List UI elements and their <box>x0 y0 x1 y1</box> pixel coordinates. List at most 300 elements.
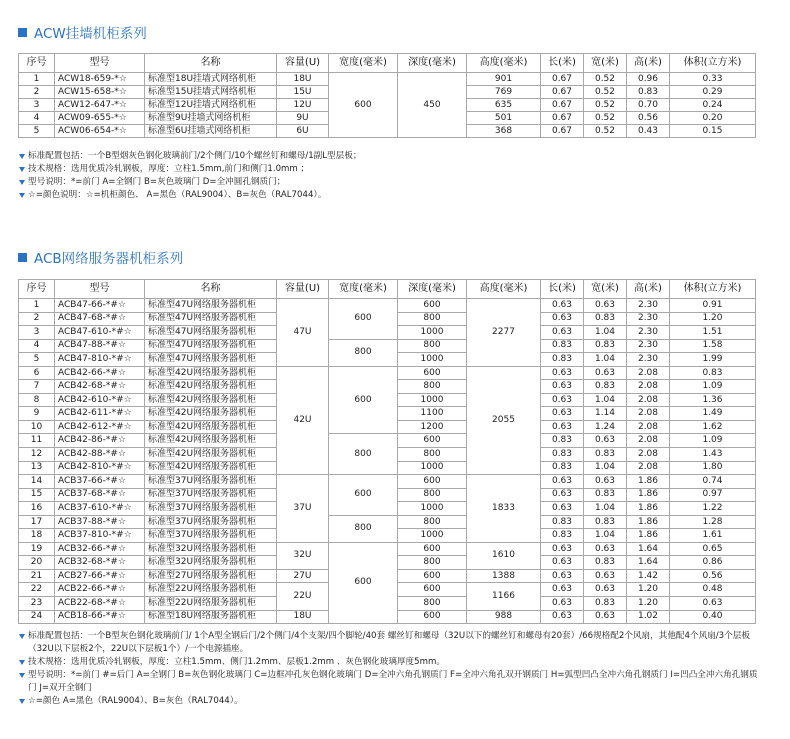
length-m-cell: 0.63 <box>541 407 584 421</box>
row-number: 21 <box>19 569 55 583</box>
width-cell: 600 <box>329 299 398 340</box>
acb-note: 标准配置包括：一个B型灰色钢化玻璃前门/ 1个A型全钢后门/2个侧门/4个支架/四个脚轮/40套 螺丝钉和螺母（32U以下的螺丝钉和螺母有20套）/66规格配2个风扇，其他配4个风扇/3个层板（32U以下层板2个，22U以下层板1个）/一个电源插座。 <box>18 630 758 656</box>
height-m-cell: 0.70 <box>627 99 670 112</box>
width-m-cell: 0.83 <box>584 515 627 529</box>
volume-cell: 0.91 <box>670 299 756 313</box>
header-cell: 深度(毫米) <box>398 280 467 299</box>
height-m-cell: 1.64 <box>627 542 670 556</box>
model-cell: ACB47-66-*#☆ <box>55 299 145 313</box>
depth-cell: 800 <box>398 339 467 353</box>
width-m-cell: 1.04 <box>584 393 627 407</box>
model-cell: ACB42-810-*#☆ <box>55 461 145 475</box>
width-cell: 600 <box>329 475 398 516</box>
header-cell: 长(米) <box>541 280 584 299</box>
section-square-icon <box>18 253 27 262</box>
model-cell: ACB42-68-*#☆ <box>55 380 145 394</box>
name-cell: 标准型37U网络服务器机柜 <box>145 502 277 516</box>
height-m-cell: 2.30 <box>627 326 670 340</box>
capacity-cell: 47U <box>277 299 329 367</box>
row-number: 7 <box>19 380 55 394</box>
table-row <box>19 542 756 556</box>
name-cell: 标准型42U网络服务器机柜 <box>145 366 277 380</box>
capacity-cell: 9U <box>277 112 329 125</box>
depth-cell: 800 <box>398 448 467 462</box>
width-cell: 600 <box>329 366 398 434</box>
acb-note: ☆=颜色 A=黑色（RAL9004）、B=灰色（RAL7044）。 <box>18 695 758 708</box>
row-number: 22 <box>19 583 55 597</box>
row-number: 2 <box>19 86 55 99</box>
model-cell: ACB47-88-*#☆ <box>55 339 145 353</box>
width-cell: 800 <box>329 339 398 366</box>
height-m-cell: 1.42 <box>627 569 670 583</box>
model-cell: ACB42-86-*#☆ <box>55 434 145 448</box>
header-cell: 宽(米) <box>584 280 627 299</box>
height-m-cell: 1.20 <box>627 597 670 611</box>
width-m-cell: 1.04 <box>584 529 627 543</box>
name-cell: 标准型42U网络服务器机柜 <box>145 434 277 448</box>
height-m-cell: 2.08 <box>627 380 670 394</box>
model-cell: ACB32-68-*#☆ <box>55 556 145 570</box>
length-m-cell: 0.83 <box>541 448 584 462</box>
width-m-cell: 0.63 <box>584 299 627 313</box>
model-cell: ACB37-810-*#☆ <box>55 529 145 543</box>
header-cell: 型号 <box>55 54 145 73</box>
length-m-cell: 0.83 <box>541 461 584 475</box>
width-cell: 800 <box>329 434 398 475</box>
row-number: 18 <box>19 529 55 543</box>
model-cell: ACB37-88-*#☆ <box>55 515 145 529</box>
table-row <box>19 73 756 86</box>
name-cell: 标准型47U网络服务器机柜 <box>145 312 277 326</box>
name-cell: 标准型37U网络服务器机柜 <box>145 515 277 529</box>
header-cell: 序号 <box>19 280 55 299</box>
name-cell: 标准型37U网络服务器机柜 <box>145 488 277 502</box>
depth-cell: 1000 <box>398 353 467 367</box>
model-cell: ACB47-810-*#☆ <box>55 353 145 367</box>
width-m-cell: 0.52 <box>584 125 627 138</box>
table-row <box>19 475 756 489</box>
volume-cell: 1.43 <box>670 448 756 462</box>
height-m-cell: 1.20 <box>627 583 670 597</box>
width-m-cell: 1.04 <box>584 326 627 340</box>
width-m-cell: 0.63 <box>584 610 627 624</box>
height-cell: 769 <box>467 86 541 99</box>
triangle-bullet-icon <box>19 193 25 198</box>
height-m-cell: 2.30 <box>627 353 670 367</box>
width-m-cell: 0.52 <box>584 99 627 112</box>
length-m-cell: 0.63 <box>541 366 584 380</box>
row-number: 1 <box>19 299 55 313</box>
depth-cell: 1200 <box>398 420 467 434</box>
row-number: 2 <box>19 312 55 326</box>
width-m-cell: 1.24 <box>584 420 627 434</box>
model-cell: ACB27-66-*#☆ <box>55 569 145 583</box>
height-cell: 501 <box>467 112 541 125</box>
width-m-cell: 0.83 <box>584 312 627 326</box>
volume-cell: 0.74 <box>670 475 756 489</box>
header-cell: 宽度(毫米) <box>329 54 398 73</box>
length-m-cell: 0.67 <box>541 86 584 99</box>
table-row <box>19 515 756 529</box>
capacity-cell: 18U <box>277 73 329 86</box>
width-m-cell: 0.83 <box>584 556 627 570</box>
height-m-cell: 1.86 <box>627 502 670 516</box>
length-m-cell: 0.63 <box>541 380 584 394</box>
volume-cell: 0.86 <box>670 556 756 570</box>
height-m-cell: 2.08 <box>627 461 670 475</box>
volume-cell: 0.24 <box>670 99 756 112</box>
model-cell: ACB42-611-*#☆ <box>55 407 145 421</box>
model-cell: ACB37-68-*#☆ <box>55 488 145 502</box>
capacity-cell: 6U <box>277 125 329 138</box>
row-number: 15 <box>19 488 55 502</box>
depth-cell: 600 <box>398 542 467 556</box>
name-cell: 标准型37U网络服务器机柜 <box>145 529 277 543</box>
row-number: 4 <box>19 112 55 125</box>
acw-note: 技术规格：选用优质冷轧钢板，厚度：立柱1.5mm,前门和侧门1.0mm ； <box>18 163 778 176</box>
length-m-cell: 0.63 <box>541 475 584 489</box>
length-m-cell: 0.63 <box>541 393 584 407</box>
name-cell: 标准型9U挂墙式网络机柜 <box>145 112 277 125</box>
acb-notes <box>18 630 758 708</box>
model-cell: ACB47-68-*#☆ <box>55 312 145 326</box>
acw-note: 标准配置包括：一个B型烟灰色钢化玻璃前门/2个侧门/10个螺丝钉和螺母/1副L型层板； <box>18 150 778 163</box>
header-cell: 名称 <box>145 54 277 73</box>
length-m-cell: 0.63 <box>541 326 584 340</box>
capacity-cell: 32U <box>277 542 329 569</box>
name-cell: 标准型12U挂墙式网络机柜 <box>145 99 277 112</box>
capacity-cell: 27U <box>277 569 329 583</box>
height-cell: 1166 <box>467 583 541 610</box>
height-cell: 1833 <box>467 475 541 543</box>
section-square-icon <box>18 28 27 37</box>
row-number: 20 <box>19 556 55 570</box>
length-m-cell: 0.67 <box>541 99 584 112</box>
header-cell: 容量(U) <box>277 280 329 299</box>
name-cell: 标准型32U网络服务器机柜 <box>145 542 277 556</box>
width-m-cell: 1.14 <box>584 407 627 421</box>
model-cell: ACB37-66-*#☆ <box>55 475 145 489</box>
width-m-cell: 0.83 <box>584 488 627 502</box>
model-cell: ACB42-66-*#☆ <box>55 366 145 380</box>
height-cell: 2055 <box>467 366 541 474</box>
volume-cell: 0.97 <box>670 488 756 502</box>
width-m-cell: 0.63 <box>584 475 627 489</box>
name-cell: 标准型15U挂墙式网络机柜 <box>145 86 277 99</box>
name-cell: 标准型22U网络服务器机柜 <box>145 597 277 611</box>
volume-cell: 0.48 <box>670 583 756 597</box>
length-m-cell: 0.67 <box>541 73 584 86</box>
depth-cell: 800 <box>398 597 467 611</box>
length-m-cell: 0.63 <box>541 420 584 434</box>
triangle-bullet-icon <box>19 154 25 159</box>
header-cell: 名称 <box>145 280 277 299</box>
name-cell: 标准型22U网络服务器机柜 <box>145 583 277 597</box>
height-m-cell: 1.86 <box>627 475 670 489</box>
depth-cell: 800 <box>398 312 467 326</box>
acw-note: 型号说明：*=前门 A=全钢门 B=灰色玻璃门 D=全冲圆孔钢质门； <box>18 176 778 189</box>
volume-cell: 0.29 <box>670 86 756 99</box>
name-cell: 标准型42U网络服务器机柜 <box>145 448 277 462</box>
volume-cell: 1.61 <box>670 529 756 543</box>
name-cell: 标准型6U挂墙式网络机柜 <box>145 125 277 138</box>
volume-cell: 0.65 <box>670 542 756 556</box>
depth-cell: 600 <box>398 583 467 597</box>
width-cell: 600 <box>329 542 398 623</box>
length-m-cell: 0.83 <box>541 353 584 367</box>
height-m-cell: 0.43 <box>627 125 670 138</box>
acw-notes <box>18 150 778 202</box>
acb-note: 技术规格：选用优质冷轧钢板，厚度：立柱1.5mm、侧门1.2mm、层板1.2mm 、灰色钢化玻璃厚度5mm。 <box>18 656 758 669</box>
height-m-cell: 2.08 <box>627 393 670 407</box>
triangle-bullet-icon <box>19 634 25 639</box>
header-cell: 容量(U) <box>277 54 329 73</box>
row-number: 11 <box>19 434 55 448</box>
header-cell: 型号 <box>55 280 145 299</box>
name-cell: 标准型42U网络服务器机柜 <box>145 393 277 407</box>
height-cell: 1610 <box>467 542 541 569</box>
volume-cell: 1.49 <box>670 407 756 421</box>
row-number: 4 <box>19 339 55 353</box>
height-m-cell: 2.30 <box>627 312 670 326</box>
acw-section-title <box>18 24 147 44</box>
width-m-cell: 0.63 <box>584 434 627 448</box>
name-cell: 标准型47U网络服务器机柜 <box>145 353 277 367</box>
header-cell: 高度(毫米) <box>467 54 541 73</box>
volume-cell: 0.15 <box>670 125 756 138</box>
height-m-cell: 2.30 <box>627 299 670 313</box>
height-m-cell: 1.86 <box>627 529 670 543</box>
header-cell: 长(米) <box>541 54 584 73</box>
name-cell: 标准型42U网络服务器机柜 <box>145 420 277 434</box>
depth-cell: 800 <box>398 488 467 502</box>
volume-cell: 1.09 <box>670 380 756 394</box>
height-cell: 2277 <box>467 299 541 367</box>
depth-cell: 1000 <box>398 461 467 475</box>
depth-cell: 600 <box>398 610 467 624</box>
model-cell: ACB32-66-*#☆ <box>55 542 145 556</box>
width-m-cell: 0.83 <box>584 339 627 353</box>
width-m-cell: 0.83 <box>584 380 627 394</box>
depth-cell: 1000 <box>398 529 467 543</box>
length-m-cell: 0.63 <box>541 583 584 597</box>
length-m-cell: 0.83 <box>541 529 584 543</box>
length-m-cell: 0.63 <box>541 488 584 502</box>
row-number: 3 <box>19 99 55 112</box>
acw-note: ☆=颜色说明：☆=机柜颜色、 A=黑色（RAL9004）、B=灰色（RAL7044）。 <box>18 189 778 202</box>
length-m-cell: 0.63 <box>541 502 584 516</box>
capacity-cell: 15U <box>277 86 329 99</box>
volume-cell: 1.20 <box>670 312 756 326</box>
name-cell: 标准型37U网络服务器机柜 <box>145 475 277 489</box>
length-m-cell: 0.63 <box>541 610 584 624</box>
length-m-cell: 0.67 <box>541 112 584 125</box>
model-cell: ACB42-88-*#☆ <box>55 448 145 462</box>
depth-cell: 800 <box>398 556 467 570</box>
model-cell: ACW12-647-*☆ <box>55 99 145 112</box>
height-cell: 901 <box>467 73 541 86</box>
header-cell: 宽(米) <box>584 54 627 73</box>
width-m-cell: 0.63 <box>584 569 627 583</box>
width-m-cell: 0.52 <box>584 112 627 125</box>
triangle-bullet-icon <box>19 673 25 678</box>
height-m-cell: 2.30 <box>627 339 670 353</box>
depth-cell: 1000 <box>398 393 467 407</box>
volume-cell: 1.22 <box>670 502 756 516</box>
height-cell: 368 <box>467 125 541 138</box>
width-m-cell: 0.83 <box>584 448 627 462</box>
width-m-cell: 0.63 <box>584 583 627 597</box>
name-cell: 标准型47U网络服务器机柜 <box>145 326 277 340</box>
volume-cell: 0.63 <box>670 597 756 611</box>
height-m-cell: 1.86 <box>627 488 670 502</box>
volume-cell: 1.99 <box>670 353 756 367</box>
header-cell: 体积(立方米) <box>670 280 756 299</box>
width-m-cell: 1.04 <box>584 502 627 516</box>
model-cell: ACW15-658-*☆ <box>55 86 145 99</box>
capacity-cell: 18U <box>277 610 329 624</box>
row-number: 5 <box>19 353 55 367</box>
volume-cell: 0.56 <box>670 569 756 583</box>
model-cell: ACW09-655-*☆ <box>55 112 145 125</box>
table-row <box>19 434 756 448</box>
width-cell: 800 <box>329 515 398 542</box>
width-m-cell: 0.52 <box>584 73 627 86</box>
capacity-cell: 42U <box>277 366 329 474</box>
acw-header-row <box>19 54 756 73</box>
height-m-cell: 1.64 <box>627 556 670 570</box>
volume-cell: 0.20 <box>670 112 756 125</box>
header-cell: 高(米) <box>627 280 670 299</box>
header-cell: 高(米) <box>627 54 670 73</box>
acw-table <box>18 53 756 138</box>
model-cell: ACB18-66-*#☆ <box>55 610 145 624</box>
depth-cell: 800 <box>398 380 467 394</box>
acb-header-row <box>19 280 756 299</box>
length-m-cell: 0.83 <box>541 515 584 529</box>
width-m-cell: 0.52 <box>584 86 627 99</box>
volume-cell: 1.62 <box>670 420 756 434</box>
row-number: 23 <box>19 597 55 611</box>
depth-cell: 800 <box>398 515 467 529</box>
volume-cell: 0.83 <box>670 366 756 380</box>
row-number: 14 <box>19 475 55 489</box>
acb-table <box>18 279 756 624</box>
row-number: 10 <box>19 420 55 434</box>
depth-cell: 450 <box>398 73 467 138</box>
model-cell: ACB22-66-*#☆ <box>55 583 145 597</box>
name-cell: 标准型27U网络服务器机柜 <box>145 569 277 583</box>
depth-cell: 600 <box>398 299 467 313</box>
depth-cell: 600 <box>398 475 467 489</box>
row-number: 8 <box>19 393 55 407</box>
model-cell: ACW06-654-*☆ <box>55 125 145 138</box>
height-cell: 1388 <box>467 569 541 583</box>
depth-cell: 600 <box>398 569 467 583</box>
width-m-cell: 1.04 <box>584 461 627 475</box>
volume-cell: 0.40 <box>670 610 756 624</box>
volume-cell: 1.28 <box>670 515 756 529</box>
depth-cell: 1000 <box>398 326 467 340</box>
name-cell: 标准型42U网络服务器机柜 <box>145 461 277 475</box>
depth-cell: 1000 <box>398 502 467 516</box>
width-cell: 600 <box>329 73 398 138</box>
volume-cell: 1.09 <box>670 434 756 448</box>
acb-section-title <box>18 249 183 269</box>
row-number: 16 <box>19 502 55 516</box>
height-cell: 988 <box>467 610 541 624</box>
model-cell: ACB47-610-*#☆ <box>55 326 145 340</box>
row-number: 9 <box>19 407 55 421</box>
acw-title-text: ACW挂墙机柜系列 <box>34 26 147 42</box>
width-m-cell: 1.04 <box>584 353 627 367</box>
name-cell: 标准型42U网络服务器机柜 <box>145 380 277 394</box>
length-m-cell: 0.83 <box>541 339 584 353</box>
row-number: 19 <box>19 542 55 556</box>
height-m-cell: 0.96 <box>627 73 670 86</box>
height-cell: 635 <box>467 99 541 112</box>
length-m-cell: 0.63 <box>541 569 584 583</box>
length-m-cell: 0.63 <box>541 299 584 313</box>
model-cell: ACB37-610-*#☆ <box>55 502 145 516</box>
model-cell: ACB42-612-*#☆ <box>55 420 145 434</box>
depth-cell: 600 <box>398 366 467 380</box>
triangle-bullet-icon <box>19 660 25 665</box>
header-cell: 深度(毫米) <box>398 54 467 73</box>
height-m-cell: 0.56 <box>627 112 670 125</box>
table-row <box>19 339 756 353</box>
capacity-cell: 12U <box>277 99 329 112</box>
name-cell: 标准型47U网络服务器机柜 <box>145 339 277 353</box>
header-cell: 序号 <box>19 54 55 73</box>
row-number: 3 <box>19 326 55 340</box>
model-cell: ACB42-610-*#☆ <box>55 393 145 407</box>
row-number: 1 <box>19 73 55 86</box>
height-m-cell: 2.08 <box>627 366 670 380</box>
row-number: 6 <box>19 366 55 380</box>
width-m-cell: 0.63 <box>584 366 627 380</box>
table-row <box>19 366 756 380</box>
name-cell: 标准型18U网络服务器机柜 <box>145 610 277 624</box>
row-number: 13 <box>19 461 55 475</box>
height-m-cell: 2.08 <box>627 407 670 421</box>
name-cell: 标准型18U挂墙式网络机柜 <box>145 73 277 86</box>
acb-title-text: ACB网络服务器机柜系列 <box>34 251 184 267</box>
volume-cell: 1.36 <box>670 393 756 407</box>
height-m-cell: 1.86 <box>627 515 670 529</box>
table-row <box>19 299 756 313</box>
acb-note: 型号说明：*=前门 #=后门 A=全钢门 B=灰色钢化玻璃门 C=边框冲孔灰色钢化玻璃门 D=全冲六角孔钢质门 F=全冲六角孔双开钢质门 H=弧型凹凸全冲六角孔钢质门 I=凹凸全冲六角孔钢质门 J=双开全钢门 <box>18 669 758 695</box>
model-cell: ACW18-659-*☆ <box>55 73 145 86</box>
volume-cell: 1.80 <box>670 461 756 475</box>
header-cell: 高度(毫米) <box>467 280 541 299</box>
width-m-cell: 0.83 <box>584 597 627 611</box>
height-m-cell: 2.08 <box>627 434 670 448</box>
length-m-cell: 0.63 <box>541 312 584 326</box>
name-cell: 标准型47U网络服务器机柜 <box>145 299 277 313</box>
model-cell: ACB22-68-*#☆ <box>55 597 145 611</box>
depth-cell: 1100 <box>398 407 467 421</box>
triangle-bullet-icon <box>19 699 25 704</box>
volume-cell: 1.51 <box>670 326 756 340</box>
volume-cell: 0.33 <box>670 73 756 86</box>
length-m-cell: 0.63 <box>541 542 584 556</box>
volume-cell: 1.58 <box>670 339 756 353</box>
height-m-cell: 2.08 <box>627 420 670 434</box>
capacity-cell: 22U <box>277 583 329 610</box>
triangle-bullet-icon <box>19 167 25 172</box>
height-m-cell: 1.02 <box>627 610 670 624</box>
